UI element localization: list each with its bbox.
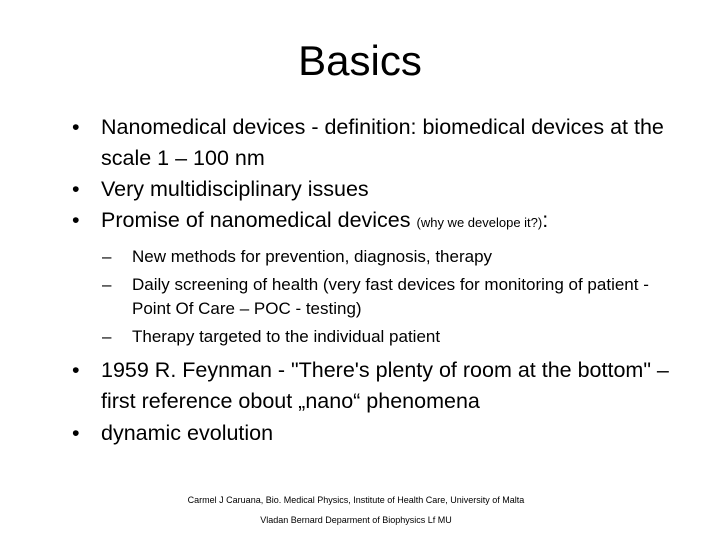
bullet-marker: • xyxy=(72,358,80,382)
sub-bullet-text: Therapy targeted to the individual patient xyxy=(132,327,441,346)
bullet-note: (why we develope it?) xyxy=(416,215,543,230)
sub-bullet-item xyxy=(102,325,662,349)
bullet-suffix: : xyxy=(542,208,549,232)
bullet-item xyxy=(72,205,672,238)
bullet-item xyxy=(72,112,672,174)
bullet-item xyxy=(72,174,672,205)
sub-bullet-text: New methods for prevention, diagnosis, therapy xyxy=(132,247,493,266)
sub-bullet-item xyxy=(102,273,662,321)
bullet-marker: • xyxy=(72,115,80,139)
bullet-text: Nanomedical devices - definition: biomedical devices at the scale 1 – 100 nm xyxy=(101,115,664,170)
sub-bullet-text: Daily screening of health (very fast devices for monitoring of patient - Point Of Care – POC - testing) xyxy=(132,275,649,318)
bullet-marker: • xyxy=(72,421,80,445)
bullet-marker: • xyxy=(72,208,80,232)
sub-bullet-item xyxy=(102,245,662,269)
bullet-text: dynamic evolution xyxy=(101,421,274,445)
bullet-marker: • xyxy=(72,177,80,201)
sub-bullet-marker: – xyxy=(102,247,112,266)
sub-bullet-marker: – xyxy=(102,327,112,346)
footer-department: Vladan Bernard Deparment of Biophysics Lf MU xyxy=(260,515,452,525)
bullet-main-text: Promise of nanomedical devices xyxy=(101,208,417,232)
bullet-text xyxy=(101,205,672,238)
bullet-text: 1959 R. Feynman - "There's plenty of room at the bottom" – first reference obout „nano“ phenomena xyxy=(101,358,669,413)
bullet-item xyxy=(72,418,672,449)
footer-credit: Carmel J Caruana, Bio. Medical Physics, Institute of Health Care, University of Malta xyxy=(187,495,525,505)
sub-bullet-marker: – xyxy=(102,275,112,294)
bullet-text: Very multidisciplinary issues xyxy=(101,177,369,201)
slide-title: Basics xyxy=(298,37,422,84)
bullet-item xyxy=(72,355,672,417)
